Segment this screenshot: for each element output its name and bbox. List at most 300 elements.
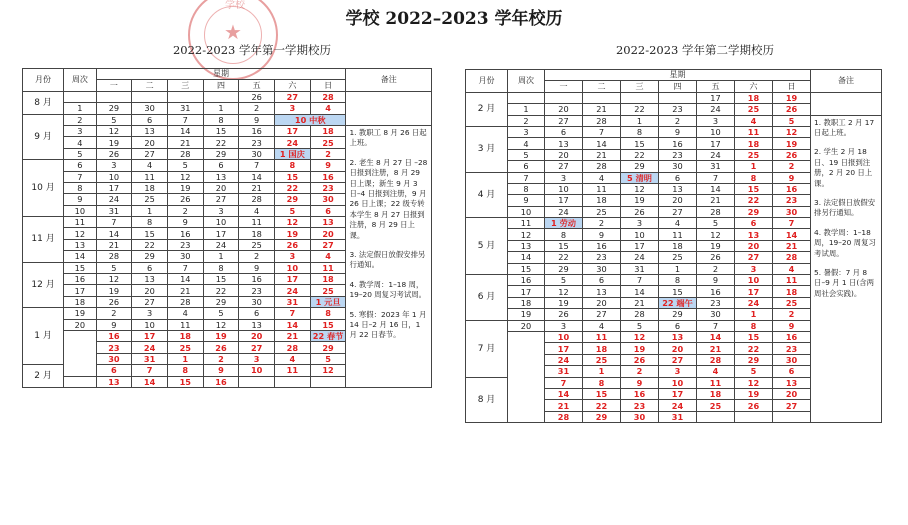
day-cell: 16: [659, 138, 697, 149]
day-cell: 15: [203, 125, 239, 136]
day-cell: 8: [203, 114, 239, 125]
day-cell: 30: [773, 354, 811, 365]
day-cell: 3: [735, 263, 773, 274]
day-cell: 24: [203, 239, 239, 250]
day-cell: 27: [132, 148, 168, 159]
week-number: 17: [508, 286, 545, 297]
day-cell: 14: [96, 228, 132, 239]
day-cell: 15: [659, 286, 697, 297]
day-cell: 18: [167, 330, 203, 341]
day-cell: [167, 91, 203, 102]
day-cell: 23: [621, 400, 659, 411]
day-cell: 25: [132, 194, 168, 205]
page-title: 学校 2022–2023 学年校历: [345, 9, 563, 29]
day-cell: 21: [583, 149, 621, 160]
week-number: [64, 376, 96, 387]
month-label: 8 月: [23, 91, 64, 114]
semester-1-title: 2022-2023 学年第一学期校历: [172, 43, 332, 57]
day-cell: 10: [621, 229, 659, 240]
day-cell: 26: [621, 206, 659, 217]
day-cell: 29: [545, 263, 583, 274]
day-cell: 20: [735, 240, 773, 251]
day-cell: 19: [167, 182, 203, 193]
day-cell: 30: [583, 263, 621, 274]
day-cell: 16: [203, 376, 239, 387]
day-cell: 27: [659, 206, 697, 217]
day-cell: 22: [132, 239, 168, 250]
day-cell: 11: [583, 331, 621, 342]
day-cell: 4: [773, 263, 811, 274]
day-cell: 16: [773, 183, 811, 194]
day-cell: 26: [773, 149, 811, 160]
day-cell: 15: [621, 138, 659, 149]
week-number: 20: [64, 319, 96, 330]
day-cell: 23: [583, 252, 621, 263]
day-cell: 2: [621, 366, 659, 377]
day-cell: 7: [167, 262, 203, 273]
day-cell: 21: [773, 240, 811, 251]
day-cell: 7: [583, 126, 621, 137]
month-label: 2 月: [23, 365, 64, 388]
day-cell: 19: [96, 137, 132, 148]
day-cell: 14: [167, 274, 203, 285]
day-cell: 22: [621, 149, 659, 160]
day-cell: 25: [659, 252, 697, 263]
day-cell: 19: [275, 228, 311, 239]
day-cell: 19: [621, 195, 659, 206]
day-cell: 25: [310, 285, 346, 296]
day-cell: 4: [735, 115, 773, 126]
day-cell: 30: [132, 103, 168, 114]
day-cell: 3: [545, 172, 583, 183]
day-cell: 10: [545, 183, 583, 194]
month-label: 11 月: [23, 217, 64, 263]
month-header: 月份: [466, 70, 508, 93]
day-cell: 7: [621, 275, 659, 286]
day-cell: 8: [735, 320, 773, 331]
week-header: 周次: [64, 69, 96, 92]
note-item: 4. 教学周：1–18 周，19–20 周复习考试周。: [349, 279, 427, 300]
day-cell: 22: [735, 195, 773, 206]
day-cell: 1: [735, 309, 773, 320]
note-item: 1. 教职工 2 月 17 日起上班。: [814, 117, 875, 137]
day-cell: 17: [545, 343, 583, 354]
week-number: 17: [64, 285, 96, 296]
notes-spacer: [346, 91, 432, 125]
week-number: 1: [508, 104, 545, 115]
day-cell: 26: [735, 400, 773, 411]
day-cell: [239, 376, 275, 387]
day-cell: 11: [735, 126, 773, 137]
day-cell: 23: [697, 297, 735, 308]
day-cell: 23: [310, 182, 346, 193]
day-cell: 16: [310, 171, 346, 182]
day-cell: 5: [735, 366, 773, 377]
day-cell: 9: [773, 172, 811, 183]
day-cell: 10: [239, 365, 275, 376]
day-cell: 18: [310, 274, 346, 285]
day-cell: 2: [773, 161, 811, 172]
day-cell: 27: [773, 400, 811, 411]
day-cell: 21: [96, 239, 132, 250]
day-cell: 20: [310, 228, 346, 239]
day-cell: 20: [659, 195, 697, 206]
day-cell: 26: [545, 309, 583, 320]
day-cell: 12: [773, 126, 811, 137]
weekday-2: 二: [583, 81, 621, 92]
semester-2-title: 2022-2023 学年第二学期校历: [615, 43, 775, 57]
day-cell: 24: [659, 400, 697, 411]
day-cell: 31: [132, 353, 168, 364]
day-cell: 5: [697, 218, 735, 229]
day-cell: 14: [545, 388, 583, 399]
day-cell: 2: [167, 205, 203, 216]
day-cell: 7: [275, 308, 311, 319]
day-cell: [310, 376, 346, 387]
day-cell: 5: [203, 308, 239, 319]
weekday-4: 四: [659, 81, 697, 92]
day-cell: 18: [132, 182, 168, 193]
day-cell: 12: [735, 377, 773, 388]
week-number: 13: [508, 240, 545, 251]
day-cell: 17: [96, 182, 132, 193]
day-cell: 19: [735, 388, 773, 399]
week-number: 7: [64, 171, 96, 182]
day-cell: 27: [545, 161, 583, 172]
day-cell: 1 元旦: [310, 296, 346, 307]
day-cell: 3: [545, 320, 583, 331]
day-cell: 17: [203, 228, 239, 239]
day-cell: 26: [239, 91, 275, 102]
day-cell: 29: [310, 342, 346, 353]
day-cell: 4: [583, 320, 621, 331]
day-cell: 18: [583, 343, 621, 354]
day-cell: 28: [583, 161, 621, 172]
weekday-3: 三: [167, 80, 203, 91]
day-cell: 5: [773, 115, 811, 126]
day-cell: 5: [275, 205, 311, 216]
day-cell: 27: [545, 115, 583, 126]
day-cell: 14: [132, 376, 168, 387]
day-cell: [275, 376, 311, 387]
day-cell: 17: [545, 195, 583, 206]
day-cell: 25: [773, 297, 811, 308]
day-cell: 31: [96, 205, 132, 216]
day-cell: 23: [239, 285, 275, 296]
day-cell: 29: [132, 251, 168, 262]
day-cell: 13: [239, 319, 275, 330]
day-cell: 31: [621, 263, 659, 274]
day-cell: 7: [545, 377, 583, 388]
day-cell: 24: [697, 104, 735, 115]
day-cell: 30: [697, 309, 735, 320]
day-cell: 24: [735, 297, 773, 308]
day-cell: 21: [545, 400, 583, 411]
day-cell: 7: [96, 217, 132, 228]
day-cell: 6: [545, 126, 583, 137]
day-cell: 2: [773, 309, 811, 320]
day-cell: 26: [96, 148, 132, 159]
day-cell: 4: [167, 308, 203, 319]
day-cell: 17: [275, 125, 311, 136]
day-cell: 4: [239, 205, 275, 216]
day-cell: [545, 92, 583, 103]
month-label: 3 月: [466, 126, 508, 172]
day-cell: 12: [167, 171, 203, 182]
day-cell: 21: [621, 297, 659, 308]
day-cell: 28: [773, 252, 811, 263]
day-cell: 10: [735, 275, 773, 286]
day-cell: 3: [697, 115, 735, 126]
day-cell: 28: [239, 194, 275, 205]
day-cell: 16: [167, 228, 203, 239]
day-cell: 22: [545, 252, 583, 263]
week-number: 2: [64, 114, 96, 125]
week-number: 9: [508, 195, 545, 206]
day-cell: 30: [167, 251, 203, 262]
day-cell: 10: [697, 126, 735, 137]
day-cell: 21: [583, 104, 621, 115]
week-number: 12: [64, 228, 96, 239]
day-cell: 2: [659, 115, 697, 126]
day-cell: 29: [96, 103, 132, 114]
week-row: [23, 125, 432, 136]
day-cell: 1: [167, 353, 203, 364]
day-cell: 30: [659, 161, 697, 172]
day-cell: 31: [545, 366, 583, 377]
day-cell: 24: [275, 137, 311, 148]
day-cell: 30: [239, 148, 275, 159]
month-label: 6 月: [466, 275, 508, 321]
day-cell: 15: [167, 376, 203, 387]
day-cell: 13: [659, 183, 697, 194]
day-cell: 19: [773, 138, 811, 149]
day-cell: 10: [203, 217, 239, 228]
day-cell: 17: [697, 138, 735, 149]
week-number: 19: [508, 309, 545, 320]
day-cell: 27: [203, 194, 239, 205]
week-number: 20: [508, 320, 545, 331]
day-cell: 3: [132, 308, 168, 319]
day-cell: 19: [773, 92, 811, 103]
day-cell: 24: [697, 149, 735, 160]
day-cell: 22 端午: [659, 297, 697, 308]
notes-header: 备注: [811, 70, 882, 93]
day-cell: [659, 92, 697, 103]
weekday-7: 日: [310, 80, 346, 91]
day-cell: 29: [621, 161, 659, 172]
month-label: 2 月: [466, 92, 508, 126]
week-number: 11: [508, 218, 545, 229]
day-cell: 9: [659, 126, 697, 137]
day-cell: 1: [583, 366, 621, 377]
day-cell: 27: [310, 239, 346, 250]
day-cell: 8: [132, 217, 168, 228]
day-cell: 6: [659, 320, 697, 331]
day-cell: 13: [659, 331, 697, 342]
day-cell: 18: [310, 125, 346, 136]
week-number: 18: [508, 297, 545, 308]
day-cell: 31: [167, 103, 203, 114]
day-cell: 8: [659, 275, 697, 286]
day-cell: 12: [96, 274, 132, 285]
month-label: 7 月: [466, 320, 508, 377]
day-cell: 3: [275, 103, 311, 114]
day-cell: 20: [545, 104, 583, 115]
day-cell: 16: [239, 125, 275, 136]
week-number: 18: [64, 296, 96, 307]
seal-star-icon: ★: [224, 20, 242, 44]
week-number: [64, 330, 96, 376]
day-cell: 20: [773, 388, 811, 399]
day-cell: 28: [96, 251, 132, 262]
day-cell: 28: [697, 354, 735, 365]
day-cell: 1 劳动: [545, 218, 583, 229]
day-cell: 9: [239, 262, 275, 273]
day-cell: 20: [203, 182, 239, 193]
month-label: 8 月: [466, 377, 508, 423]
day-cell: 19: [621, 343, 659, 354]
day-cell: 12: [621, 331, 659, 342]
day-cell: 11: [697, 377, 735, 388]
day-cell: 21: [697, 343, 735, 354]
day-cell: 28: [697, 206, 735, 217]
day-cell: 1: [621, 115, 659, 126]
day-cell: 8: [203, 262, 239, 273]
week-number: 15: [64, 262, 96, 273]
day-cell: 9: [310, 160, 346, 171]
day-cell: 23: [96, 342, 132, 353]
day-cell: 1: [659, 263, 697, 274]
week-number: 15: [508, 263, 545, 274]
day-cell: 25: [310, 137, 346, 148]
day-cell: 14: [275, 319, 311, 330]
note-item: 2. 老生 8 月 27 日 –28 日报到注册，8 月 29 日上课；新生 9 月 3 日–4 日报到注册，9 月 26 日上课；22 级专转本学生 8 月 27 日报到注册，8 月 29 日上课。: [349, 157, 428, 240]
day-cell: 10 中秋: [275, 114, 346, 125]
day-cell: 23: [773, 195, 811, 206]
day-cell: 6: [773, 366, 811, 377]
day-cell: 26: [167, 194, 203, 205]
day-cell: 21: [239, 182, 275, 193]
day-cell: 28: [621, 309, 659, 320]
day-cell: 29: [275, 194, 311, 205]
week-number: 5: [508, 149, 545, 160]
day-cell: 2: [310, 148, 346, 159]
day-cell: 18: [239, 228, 275, 239]
day-cell: 28: [275, 342, 311, 353]
day-cell: 29: [735, 354, 773, 365]
day-cell: 14: [697, 183, 735, 194]
day-cell: 10: [659, 377, 697, 388]
day-cell: 18: [735, 92, 773, 103]
note-item: 3. 法定假日放假安排另行通知。: [349, 250, 426, 270]
day-cell: 18: [735, 138, 773, 149]
day-cell: 25: [735, 149, 773, 160]
day-cell: 11: [773, 275, 811, 286]
day-cell: 26: [275, 239, 311, 250]
day-cell: 12: [310, 365, 346, 376]
weekday-5: 五: [239, 80, 275, 91]
day-cell: 5 清明: [621, 172, 659, 183]
week-number: 13: [64, 239, 96, 250]
week-number: 8: [64, 182, 96, 193]
day-cell: 4: [310, 103, 346, 114]
day-cell: 4: [275, 353, 311, 364]
day-cell: 18: [773, 286, 811, 297]
day-cell: 16: [583, 240, 621, 251]
day-cell: 12: [275, 217, 311, 228]
day-cell: 13: [203, 171, 239, 182]
day-cell: 14: [773, 229, 811, 240]
day-cell: 12: [545, 286, 583, 297]
day-cell: 2: [697, 263, 735, 274]
week-row: [466, 115, 882, 126]
day-cell: 23: [659, 104, 697, 115]
day-cell: 9: [167, 217, 203, 228]
day-cell: 20: [132, 285, 168, 296]
weekday-header: 星期: [96, 69, 346, 80]
day-cell: 11: [132, 171, 168, 182]
week-number: 6: [64, 160, 96, 171]
day-cell: 1 国庆: [275, 148, 311, 159]
day-cell: 9: [239, 114, 275, 125]
day-cell: 7: [132, 365, 168, 376]
day-cell: 15: [545, 240, 583, 251]
day-cell: 25: [167, 342, 203, 353]
month-header: 月份: [23, 69, 64, 92]
day-cell: 4: [310, 251, 346, 262]
day-cell: 16: [697, 286, 735, 297]
week-number: 11: [64, 217, 96, 228]
day-cell: 31: [275, 296, 311, 307]
month-label: 1 月: [23, 308, 64, 365]
day-cell: 26: [96, 296, 132, 307]
day-cell: 12: [697, 229, 735, 240]
day-cell: 21: [275, 330, 311, 341]
week-number: 5: [64, 148, 96, 159]
day-cell: 15: [735, 331, 773, 342]
day-cell: [583, 92, 621, 103]
day-cell: 13: [132, 274, 168, 285]
day-cell: 6: [659, 172, 697, 183]
week-number: [64, 91, 96, 102]
week-number: 19: [64, 308, 96, 319]
day-cell: 22: [735, 343, 773, 354]
day-cell: 5: [96, 262, 132, 273]
day-cell: 27: [583, 309, 621, 320]
day-cell: [203, 91, 239, 102]
day-cell: 17: [275, 274, 311, 285]
day-cell: 27: [239, 342, 275, 353]
day-cell: 17: [621, 240, 659, 251]
day-cell: 22: [203, 137, 239, 148]
day-cell: 23: [773, 343, 811, 354]
day-cell: 13: [96, 376, 132, 387]
day-cell: 22: [621, 104, 659, 115]
week-number: 10: [64, 205, 96, 216]
notes-header: 备注: [346, 69, 432, 92]
day-cell: 11: [310, 262, 346, 273]
week-row: [23, 91, 432, 102]
day-cell: 23: [659, 149, 697, 160]
semester-1-calendar-table: [22, 68, 432, 388]
notes-cell: [346, 125, 432, 387]
day-cell: 19: [203, 330, 239, 341]
week-number: 7: [508, 172, 545, 183]
day-cell: 8: [621, 126, 659, 137]
day-cell: 7: [167, 114, 203, 125]
day-cell: 28: [545, 411, 583, 422]
